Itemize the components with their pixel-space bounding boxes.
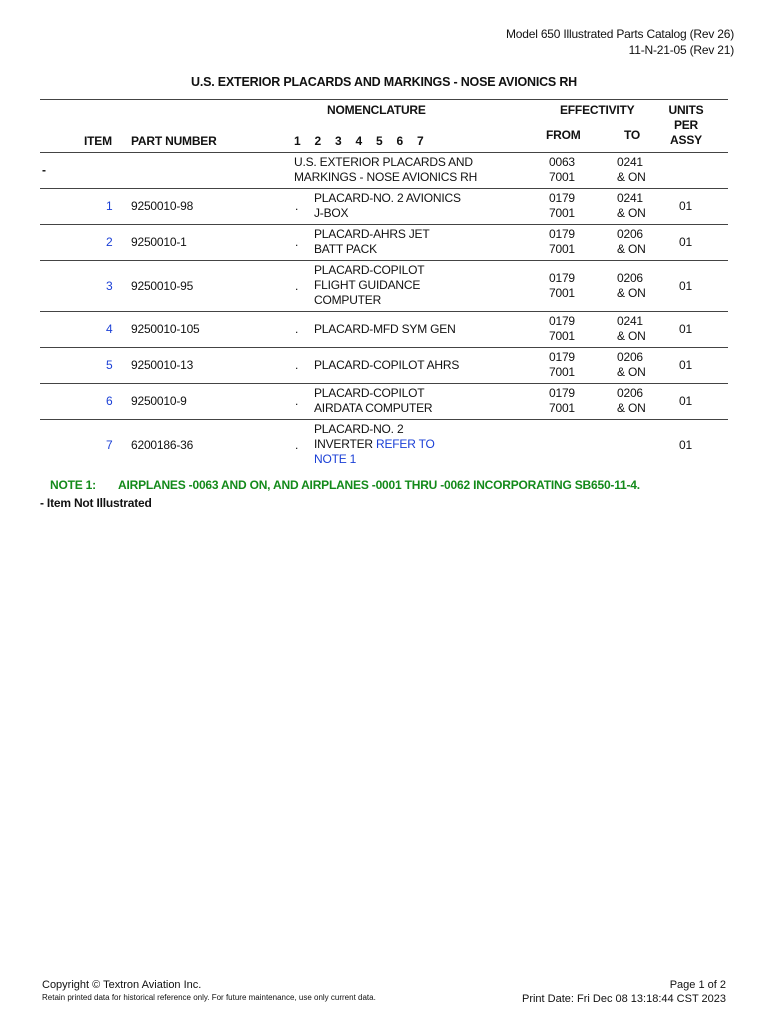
- nomenclature-line: MARKINGS - NOSE AVIONICS RH: [294, 170, 478, 184]
- effectivity-to-value: 0206: [617, 386, 643, 400]
- not-illustrated-legend: - Item Not Illustrated: [40, 496, 152, 510]
- nomenclature-line: PLACARD-COPILOT AHRS: [314, 357, 460, 372]
- units-header-line1: UNITS: [668, 103, 704, 117]
- nomenclature-line: PLACARD-NO. 2: [314, 422, 404, 436]
- effectivity-from: [549, 386, 575, 416]
- effectivity-to: [617, 155, 646, 185]
- indent-level-1: 1: [294, 134, 301, 148]
- note-text: AIRPLANES -0063 AND ON, AND AIRPLANES -0001 THRU -0062 INCORPORATING SB650-11-4.: [118, 478, 640, 492]
- units-per-assy: 01: [679, 199, 692, 213]
- table-row: [40, 347, 728, 383]
- item-number-link[interactable]: 7: [106, 437, 113, 452]
- effectivity-from-value: 7001: [549, 242, 575, 256]
- indent-dot: .: [295, 437, 299, 452]
- page-title: U.S. EXTERIOR PLACARDS AND MARKINGS - NOSE AVIONICS RH: [191, 75, 577, 89]
- indent-level-3: 3: [335, 134, 342, 148]
- effectivity-from: [549, 191, 575, 221]
- part-number: 9250010-1: [131, 235, 187, 249]
- footer-left: [42, 978, 376, 1004]
- item-number-link[interactable]: 2: [106, 235, 113, 249]
- part-number: 9250010-95: [131, 278, 194, 293]
- effectivity-from: [549, 155, 575, 185]
- table-row: [40, 260, 728, 311]
- effectivity-to: [617, 227, 646, 257]
- part-number: 9250010-105: [131, 322, 200, 336]
- to-header: TO: [624, 128, 641, 142]
- units-per-assy: 01: [679, 437, 692, 452]
- nomenclature-line: U.S. EXTERIOR PLACARDS AND: [294, 155, 473, 169]
- effectivity-to-value: & ON: [617, 365, 646, 379]
- units-per-assy: 01: [679, 322, 692, 336]
- effectivity-from: [549, 227, 575, 257]
- item-number-link[interactable]: 6: [106, 394, 113, 408]
- refer-to-link[interactable]: REFER TO: [376, 437, 435, 451]
- nomenclature-line: PLACARD-NO. 2 AVIONICS: [314, 191, 461, 205]
- effectivity-from: [549, 350, 575, 380]
- item-header: ITEM: [84, 134, 112, 148]
- effectivity-from-value: 7001: [549, 206, 575, 220]
- copyright: Copyright © Textron Aviation Inc.: [42, 979, 202, 991]
- nomenclature-line: J-BOX: [314, 206, 349, 220]
- figure-number: 11-N-21-05 (Rev 21): [628, 43, 734, 57]
- effectivity-from-value: 0179: [549, 386, 575, 400]
- table-row: [40, 152, 728, 188]
- nomenclature-line: FLIGHT GUIDANCE: [314, 278, 421, 292]
- effectivity-from-value: 7001: [549, 285, 575, 300]
- table-row: [40, 188, 728, 224]
- nomenclature-line: PLACARD-COPILOT: [314, 263, 425, 277]
- indent-dot: .: [295, 278, 299, 293]
- effectivity-to: [617, 350, 646, 380]
- effectivity-to: [617, 314, 646, 344]
- footer-right: [522, 978, 726, 1006]
- effectivity-from: [549, 271, 575, 301]
- item-number-link[interactable]: 3: [106, 278, 113, 293]
- effectivity-from-value: 0063: [549, 155, 575, 169]
- nomenclature-line: PLACARD-MFD SYM GEN: [314, 321, 456, 336]
- effectivity-from-value: 0179: [549, 191, 575, 205]
- indent-dot: .: [295, 322, 299, 336]
- effectivity-to-value: & ON: [617, 242, 646, 256]
- effectivity-from-value: 0179: [549, 314, 575, 328]
- from-header: FROM: [546, 128, 581, 142]
- nomenclature-line: AIRDATA COMPUTER: [314, 401, 433, 415]
- nomenclature: [314, 263, 424, 308]
- effectivity-to-value: 0241: [617, 155, 643, 169]
- indent-level-6: 6: [396, 134, 403, 148]
- nomenclature-header: NOMENCLATURE: [327, 103, 426, 117]
- catalog-title: Model 650 Illustrated Parts Catalog (Rev 26): [506, 27, 734, 41]
- indent-level-2: 2: [314, 134, 321, 148]
- item-number-link[interactable]: 5: [106, 358, 113, 372]
- part-number-header: PART NUMBER: [131, 134, 217, 148]
- table-row: [40, 383, 728, 419]
- nomenclature: [314, 386, 432, 416]
- table-row: [40, 419, 728, 470]
- item-number: -: [42, 163, 46, 177]
- item-number-link[interactable]: 1: [106, 199, 113, 213]
- nomenclature: [314, 422, 435, 467]
- nomenclature: [294, 155, 477, 185]
- units-header-line2: PER: [673, 118, 699, 132]
- indent-levels-header: [294, 134, 438, 149]
- nomenclature: [314, 322, 456, 337]
- effectivity-to-value: & ON: [617, 329, 646, 343]
- effectivity-to-value: & ON: [617, 401, 646, 415]
- indent-level-5: 5: [376, 134, 383, 148]
- document-header: [506, 26, 734, 58]
- nomenclature-line: [314, 437, 435, 452]
- part-number: 6200186-36: [131, 437, 194, 452]
- indent-dot: .: [295, 394, 299, 408]
- nomenclature-line: COMPUTER: [314, 293, 382, 307]
- part-number: 9250010-9: [131, 394, 187, 408]
- note-reference-link[interactable]: NOTE 1: [314, 452, 357, 466]
- effectivity-from-value: 0179: [549, 270, 575, 285]
- effectivity-from-value: 7001: [549, 401, 575, 415]
- effectivity-to-value: & ON: [617, 170, 646, 184]
- table-top-rule: [40, 99, 728, 100]
- part-number: 9250010-98: [131, 199, 194, 213]
- indent-level-7: 7: [417, 134, 424, 148]
- indent-level-4: 4: [355, 134, 362, 148]
- effectivity-from-value: 7001: [549, 329, 575, 343]
- units-per-assy: 01: [679, 358, 692, 372]
- indent-dot: .: [295, 235, 299, 249]
- effectivity-to-value: 0206: [617, 350, 643, 364]
- indent-dot: .: [295, 199, 299, 213]
- effectivity-to: [617, 271, 646, 301]
- effectivity-to-value: & ON: [617, 285, 646, 300]
- nomenclature: [314, 358, 459, 373]
- indent-dot: .: [295, 358, 299, 372]
- effectivity-from-value: 7001: [549, 365, 575, 379]
- effectivity-to-value: 0206: [617, 270, 643, 285]
- effectivity-from: [549, 314, 575, 344]
- table-row: [40, 224, 728, 260]
- effectivity-from-value: 0179: [549, 227, 575, 241]
- note-1: [50, 478, 640, 492]
- nomenclature-text: INVERTER: [314, 437, 376, 451]
- page-number: Page 1 of 2: [669, 979, 726, 991]
- units-per-assy: 01: [679, 235, 692, 249]
- effectivity-to-value: & ON: [617, 206, 646, 220]
- effectivity-to-value: 0206: [617, 227, 643, 241]
- units-header: [662, 103, 710, 148]
- part-number: 9250010-13: [131, 358, 194, 372]
- note-label: NOTE 1:: [50, 478, 96, 492]
- units-per-assy: 01: [679, 394, 692, 408]
- item-number-link[interactable]: 4: [106, 322, 113, 336]
- effectivity-to-value: 0241: [617, 191, 643, 205]
- nomenclature-line: [314, 452, 435, 467]
- print-date: Print Date: Fri Dec 08 13:18:44 CST 2023: [521, 993, 726, 1005]
- effectivity-to: [617, 191, 646, 221]
- units-per-assy: 01: [679, 278, 692, 293]
- effectivity-to-value: 0241: [617, 314, 643, 328]
- effectivity-to: [617, 386, 646, 416]
- effectivity-from-value: 7001: [549, 170, 575, 184]
- nomenclature-line: BATT PACK: [314, 242, 377, 256]
- table-row: [40, 311, 728, 347]
- effectivity-header: EFFECTIVITY: [560, 103, 635, 117]
- nomenclature: [314, 227, 430, 257]
- units-header-line3: ASSY: [670, 133, 702, 147]
- disclaimer: Retain printed data for historical reference only. For future maintenance, use only current data.: [42, 993, 376, 1002]
- nomenclature-line: PLACARD-COPILOT: [314, 386, 425, 400]
- effectivity-from-value: 0179: [549, 350, 575, 364]
- nomenclature-line: PLACARD-AHRS JET: [314, 227, 430, 241]
- nomenclature: [314, 191, 461, 221]
